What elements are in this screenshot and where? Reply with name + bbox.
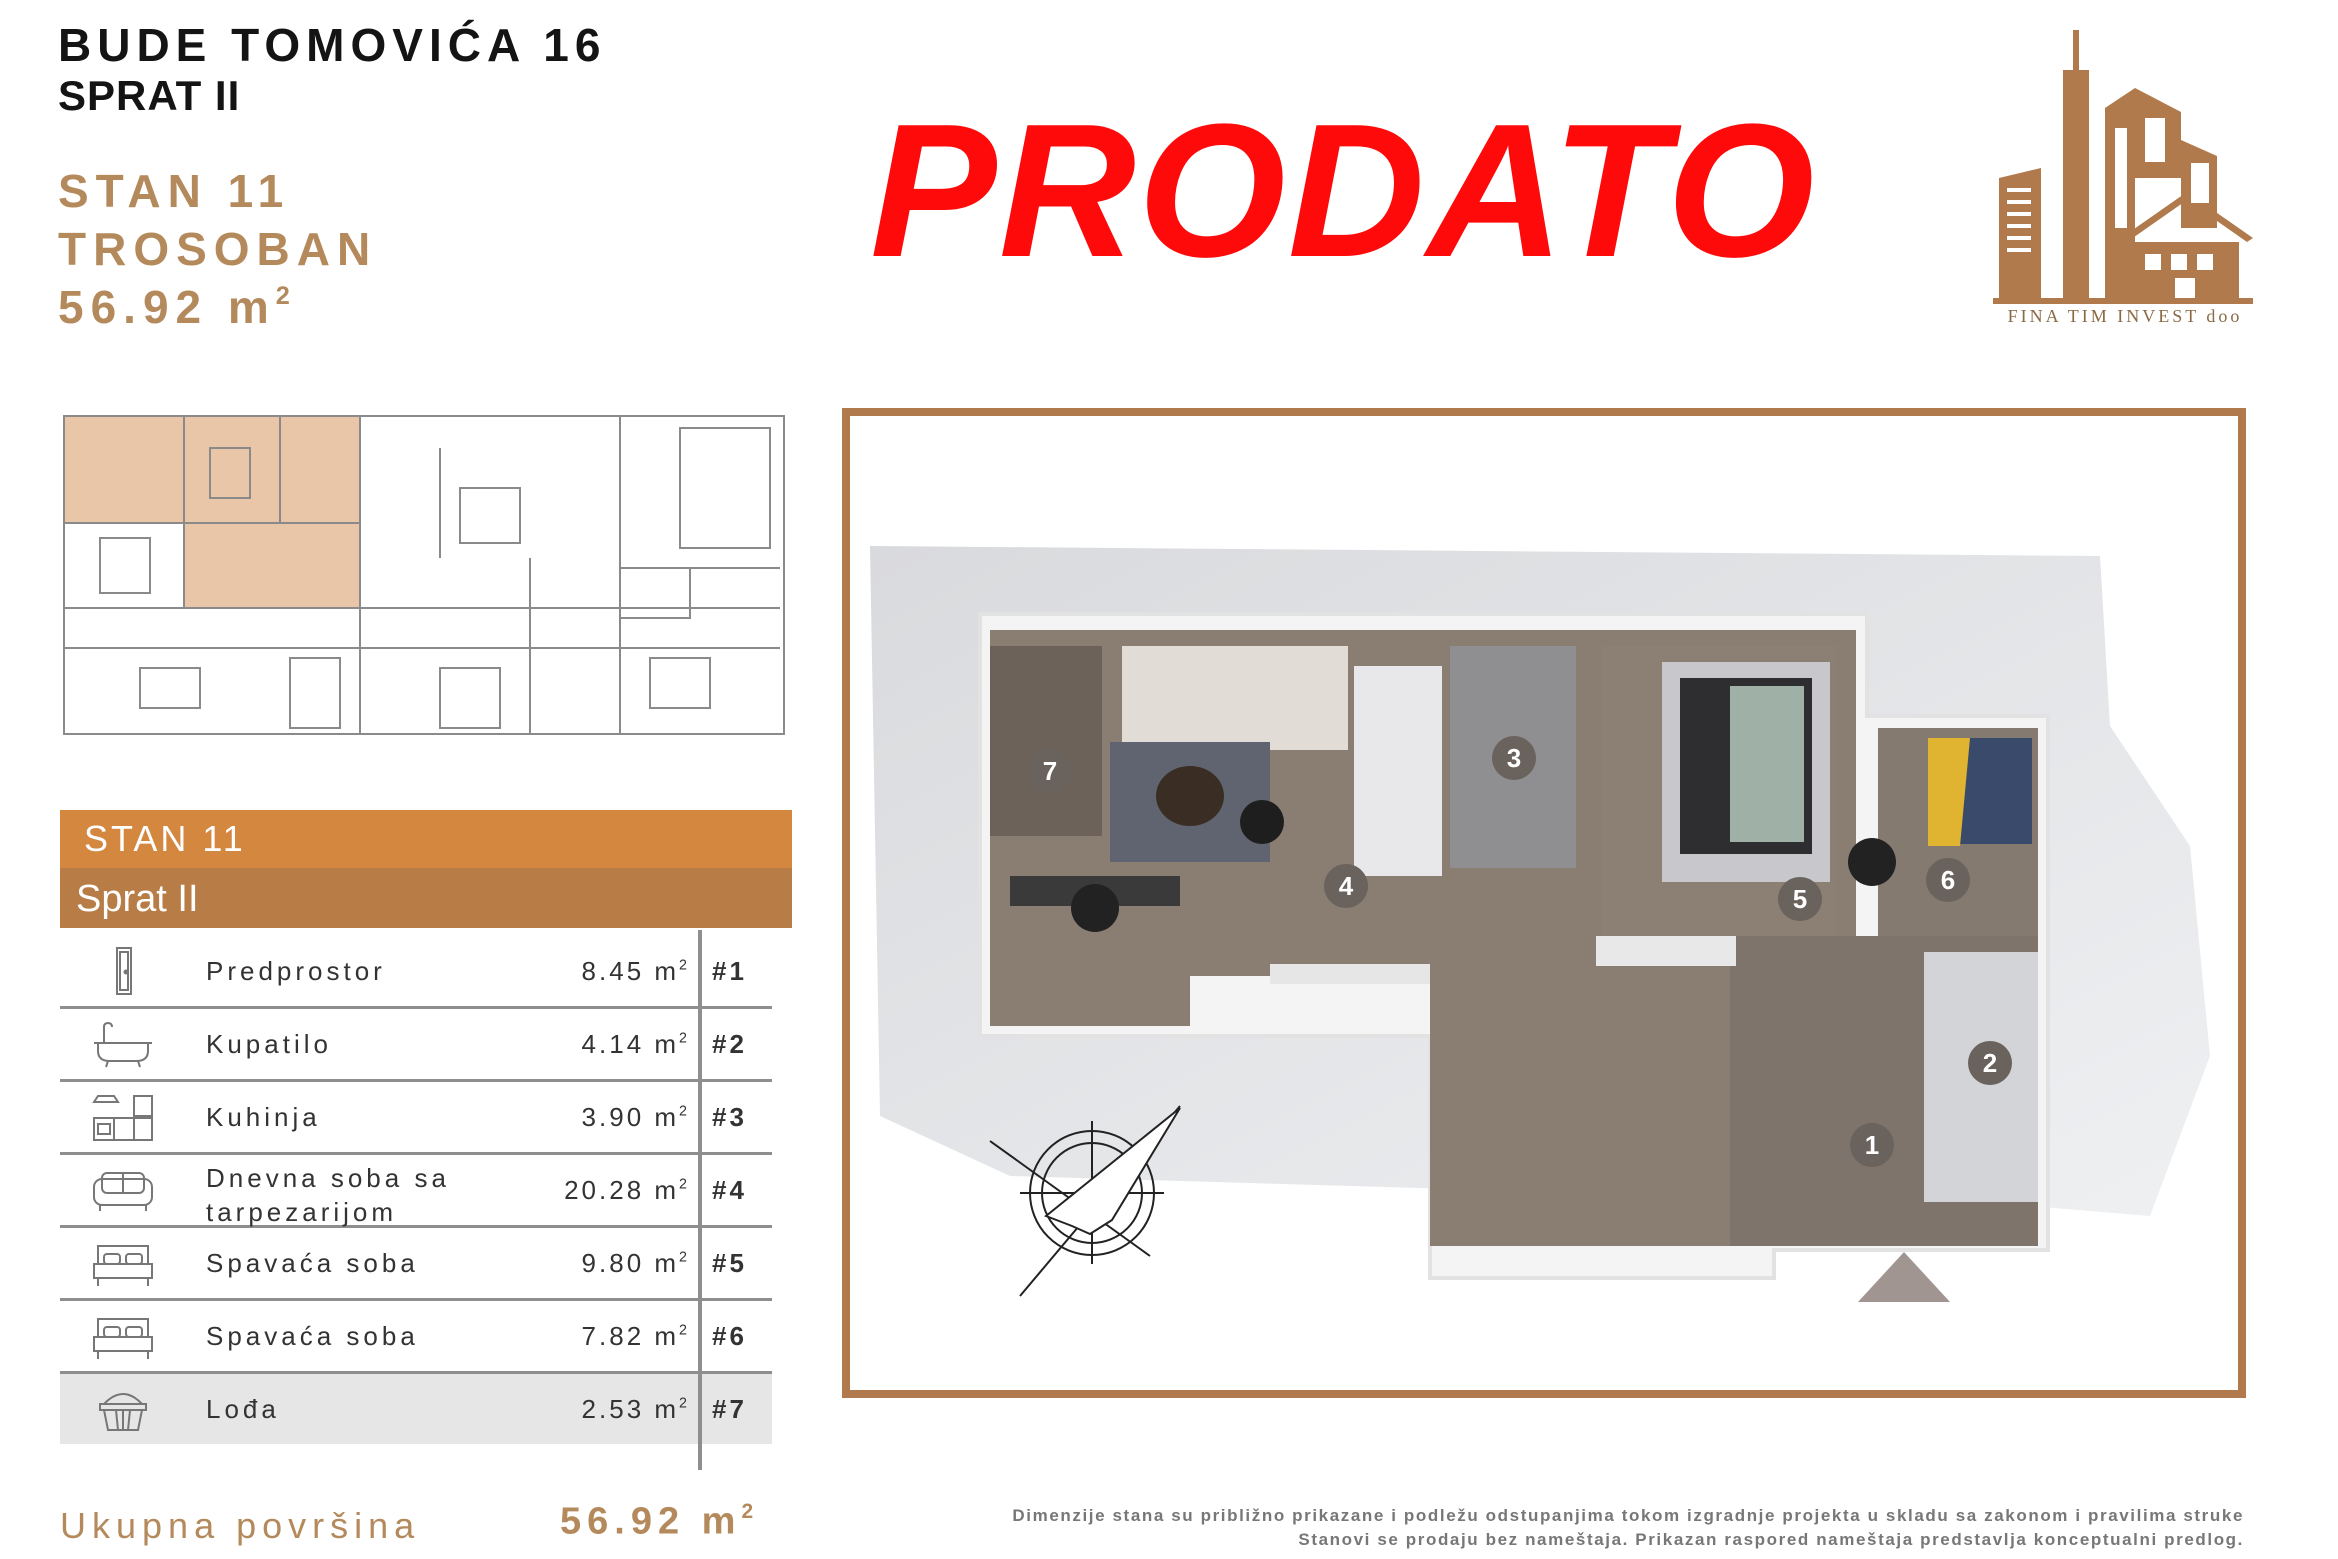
room-name: Spavaća soba [206, 1321, 419, 1351]
building-address: BUDE TOMOVIĆA 16 [58, 19, 607, 71]
room-name: Dnevna soba sa tarpezarijom [206, 1163, 450, 1227]
bed-icon [90, 1311, 156, 1361]
band-apartment-label: STAN 11 [84, 818, 246, 859]
svg-text:5: 5 [1792, 884, 1808, 914]
room-row [60, 1374, 772, 1444]
table-divider [698, 930, 702, 1470]
plan-label-7 [1028, 749, 1072, 793]
room-area: 9.80 $m^2$ [581, 1248, 690, 1278]
bathtub-icon [90, 1019, 156, 1069]
room-number: #2 [712, 1029, 747, 1059]
room-area: 3.90 $m^2$ [581, 1102, 690, 1132]
room-name: Kuhinja [206, 1102, 321, 1132]
door-icon [90, 946, 156, 996]
room-area: 8.45 $m^2$ [581, 956, 690, 986]
svg-text:4: 4 [1338, 871, 1354, 901]
apartment-band [60, 810, 792, 868]
building-floor-plan-minimap [60, 408, 792, 738]
svg-text:6: 6 [1940, 865, 1956, 895]
room-area: 7.82 $m^2$ [581, 1321, 690, 1351]
disclaimer-line-2: Stanovi se prodaju bez nameštaja. Prikazan raspored nameštaja predstavlja konceptualni predlog. [1298, 1530, 2244, 1549]
floor-band [60, 868, 792, 928]
sofa-icon [90, 1165, 156, 1215]
room-row [60, 1301, 772, 1374]
room-name: Lođa [206, 1394, 280, 1424]
apartment-type: TROSOBAN [58, 223, 378, 275]
room-area: 4.14 $m^2$ [581, 1029, 690, 1059]
room-table [60, 936, 772, 1444]
plan-label-6 [1926, 858, 1970, 902]
room-number: #1 [712, 956, 747, 986]
apartment-number: STAN 11 [58, 165, 291, 217]
room-row [60, 1228, 772, 1301]
plan-label-1 [1850, 1123, 1894, 1167]
room-area: 2.53 $m^2$ [581, 1394, 690, 1424]
plan-label-2 [1968, 1041, 2012, 1085]
apartment-floor-plan [850, 416, 2238, 1390]
svg-text:1: 1 [1864, 1130, 1880, 1160]
plan-label-5 [1778, 877, 1822, 921]
room-number: #7 [712, 1394, 747, 1424]
band-floor-label: Sprat II [76, 878, 199, 920]
svg-text:2: 2 [1982, 1048, 1998, 1078]
room-name: Predprostor [206, 956, 386, 986]
floor-label: SPRAT II [58, 72, 241, 119]
kitchen-icon [90, 1092, 156, 1142]
building-house-logo-icon [1985, 28, 2263, 338]
room-row [60, 1009, 772, 1082]
room-name: Spavaća soba [206, 1248, 419, 1278]
total-area-value: 56.92 $m^2$ [560, 1500, 760, 1543]
room-row [60, 936, 772, 1009]
disclaimer-line-1: Dimenzije stana su približno prikazane i podležu odstupanjima tokom izgradnje projekta u skladu sa zakonom i pravilima struke [1012, 1506, 2244, 1525]
room-row [60, 1155, 772, 1228]
room-number: #5 [712, 1248, 747, 1278]
room-row [60, 1082, 772, 1155]
basket-icon [90, 1384, 156, 1434]
room-number: #3 [712, 1102, 747, 1132]
bed-icon [90, 1238, 156, 1288]
room-number: #6 [712, 1321, 747, 1351]
sold-status: PRODATO [870, 85, 1817, 297]
room-name: Kupatilo [206, 1029, 332, 1059]
apartment-area: 56.92 $m^2$ [58, 281, 297, 333]
disclaimer [880, 1504, 2244, 1552]
room-number: #4 [712, 1175, 747, 1205]
company-name: FINA TIM INVEST doo [2007, 306, 2243, 326]
svg-text:7: 7 [1042, 756, 1058, 786]
plan-label-4 [1324, 864, 1368, 908]
svg-text:3: 3 [1506, 743, 1522, 773]
plan-label-3 [1492, 736, 1536, 780]
total-area-label: Ukupna površina [60, 1505, 421, 1546]
room-area: 20.28 $m^2$ [564, 1175, 690, 1205]
